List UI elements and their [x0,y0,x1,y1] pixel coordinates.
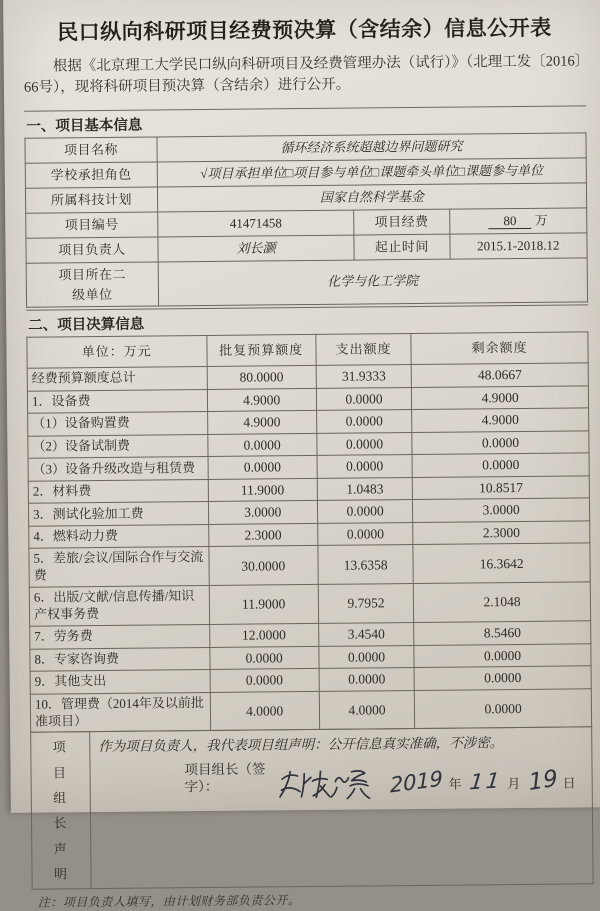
budget-spent: 4.0000 [319,690,415,730]
budget-remaining: 4.9000 [412,408,589,432]
period-value: 2015.1-2018.12 [449,233,587,259]
budget-spent: 0.0000 [319,645,415,668]
budget-row [29,582,590,626]
budget-approved: 30.0000 [208,546,318,586]
budget-remaining: 2.3000 [413,521,590,545]
project-number-label: 项目编号 [26,212,158,238]
declaration-table [30,727,593,890]
school-role-value: √项目承担单位□项目参与单位□课题牵头单位□课题参与单位 [157,158,586,187]
budget-spent: 1.0483 [317,477,413,500]
program-value: 国家自然科学基金 [157,183,586,212]
declaration-body [90,727,594,889]
budget-remaining: 8.5460 [414,621,591,645]
budget-remaining: 0.0000 [414,666,591,690]
funds-amount: 80 [488,212,531,228]
budget-spent: 0.0000 [316,410,412,433]
page-title: 民口纵向科研项目经费预决算（含结余）信息公开表 [57,15,552,45]
budget-spent: 0.0000 [317,500,413,523]
budget-row-label: 经费预算额度总计 [27,367,207,391]
date-day-handwritten: 19 [527,765,559,797]
row-secondary-unit [26,258,587,307]
budget-spent: 0.0000 [316,387,412,410]
date-month-handwritten: 11 [468,768,504,795]
budget-approved: 11.9000 [209,585,319,625]
budget-row-label: 6．出版/文献/信息传播/知识产权事务费 [29,586,209,627]
budget-header-spent: 支出额度 [316,334,412,366]
intro-paragraph: 根据《北京理工大学民口纵向科研项目及经费管理办法（试行）》（北理工发〔2016〕66号），现将科研项目预决算（含结余）进行公开。 [23,53,583,96]
secondary-unit-label: 项目所在二级单位 [26,262,158,307]
project-leader-label: 项目负责人 [26,237,158,263]
budget-approved: 4.9000 [207,388,317,412]
budget-row-label: 4．燃料动力费 [29,524,209,548]
budget-row-label: 7．劳务费 [30,624,210,648]
budget-spent: 0.0000 [317,432,413,455]
footnote: 注：项目负责人填写，由计划财务部负责公开。 [37,893,301,911]
school-role-label: 学校承担角色 [25,162,157,188]
signature-scribble-icon [278,760,375,807]
project-name-label: 项目名称 [25,137,157,163]
budget-row-label: （2）设备试制费 [28,434,208,458]
section-budget-title: 二、项目决算信息 [26,304,588,336]
budget-table [26,331,592,733]
budget-remaining: 0.0000 [415,688,592,728]
paper-sheet [3,0,600,911]
budget-approved: 2.3000 [208,523,318,547]
budget-header-unit: 单位：万元 [27,336,207,369]
budget-approved: 11.9000 [208,478,318,502]
budget-approved: 80.0000 [207,365,317,389]
date-year-unit: 年 [448,776,462,792]
section-basic-info-title: 一、项目基本信息 [24,105,586,137]
budget-spent: 0.0000 [318,522,414,545]
budget-remaining: 0.0000 [412,430,589,454]
budget-row-label: 5．差旅/会议/国际合作与交流费 [29,547,209,588]
budget-row-label: （1）设备购置费 [28,412,208,436]
project-name-value: 循环经济系统超越边界问题研究 [157,133,586,162]
signature-date [390,767,584,805]
signature-label: 项目组长（签字）： [184,761,266,795]
budget-row [29,543,590,587]
date-year-handwritten: 2019 [390,766,444,798]
budget-header-remaining: 剩余额度 [411,332,588,365]
period-label: 起止时间 [354,234,450,260]
budget-approved: 0.0000 [208,456,318,480]
page-content [3,0,600,911]
budget-remaining: 2.1048 [414,582,591,622]
budget-spent: 3.4540 [319,622,415,645]
declaration-label: 项目组长声明 [31,732,91,890]
budget-row [30,688,591,732]
budget-row-label: （3）设备升级改造与租赁费 [28,457,208,481]
budget-row-label: 1．设备费 [27,389,207,413]
secondary-unit-value: 化学与化工学院 [158,258,588,306]
budget-approved: 3.0000 [208,501,318,525]
budget-approved: 0.0000 [209,646,319,670]
budget-approved: 12.0000 [209,623,319,647]
funds-unit: 万 [534,212,548,228]
date-month-unit: 月 [507,776,521,792]
budget-row-label: 10．管理费（2014年及以前批准项目） [30,692,210,733]
budget-remaining: 48.0667 [411,363,588,387]
budget-spent: 9.7952 [318,584,414,624]
budget-approved: 4.0000 [210,691,320,731]
budget-header-approved: 批复预算额度 [206,334,316,366]
signature-row [184,757,584,806]
project-number-value: 41471458 [158,210,355,237]
budget-spent: 0.0000 [317,455,413,478]
budget-row-label: 3．测试化验加工费 [28,502,208,526]
budget-approved: 4.9000 [207,411,317,435]
budget-remaining: 0.0000 [414,643,591,667]
budget-remaining: 16.3642 [413,543,590,583]
declaration-statement: 作为项目负责人，我代表项目组声明：公开信息真实准确，不涉密。 [98,735,504,755]
project-funds-value [449,208,587,234]
budget-row-label: 8．专家咨询费 [30,647,210,671]
budget-spent: 0.0000 [319,668,415,691]
budget-spent: 13.6358 [318,545,414,585]
basic-info-table [24,132,588,307]
budget-remaining: 0.0000 [412,453,589,477]
budget-remaining: 3.0000 [413,498,590,522]
date-day-unit: 日 [562,775,576,791]
budget-row-label: 2．材料费 [28,479,208,503]
budget-approved: 0.0000 [210,668,320,692]
budget-remaining: 4.9000 [412,385,589,409]
declaration-row [31,727,593,889]
budget-approved: 0.0000 [207,433,317,457]
budget-row-label: 9．其他支出 [30,670,210,694]
program-label: 所属科技计划 [25,187,157,213]
budget-remaining: 10.8517 [413,476,590,500]
project-funds-label: 项目经费 [354,209,450,235]
budget-spent: 31.9333 [316,365,412,388]
project-leader-value: 刘长灏 [158,235,355,262]
